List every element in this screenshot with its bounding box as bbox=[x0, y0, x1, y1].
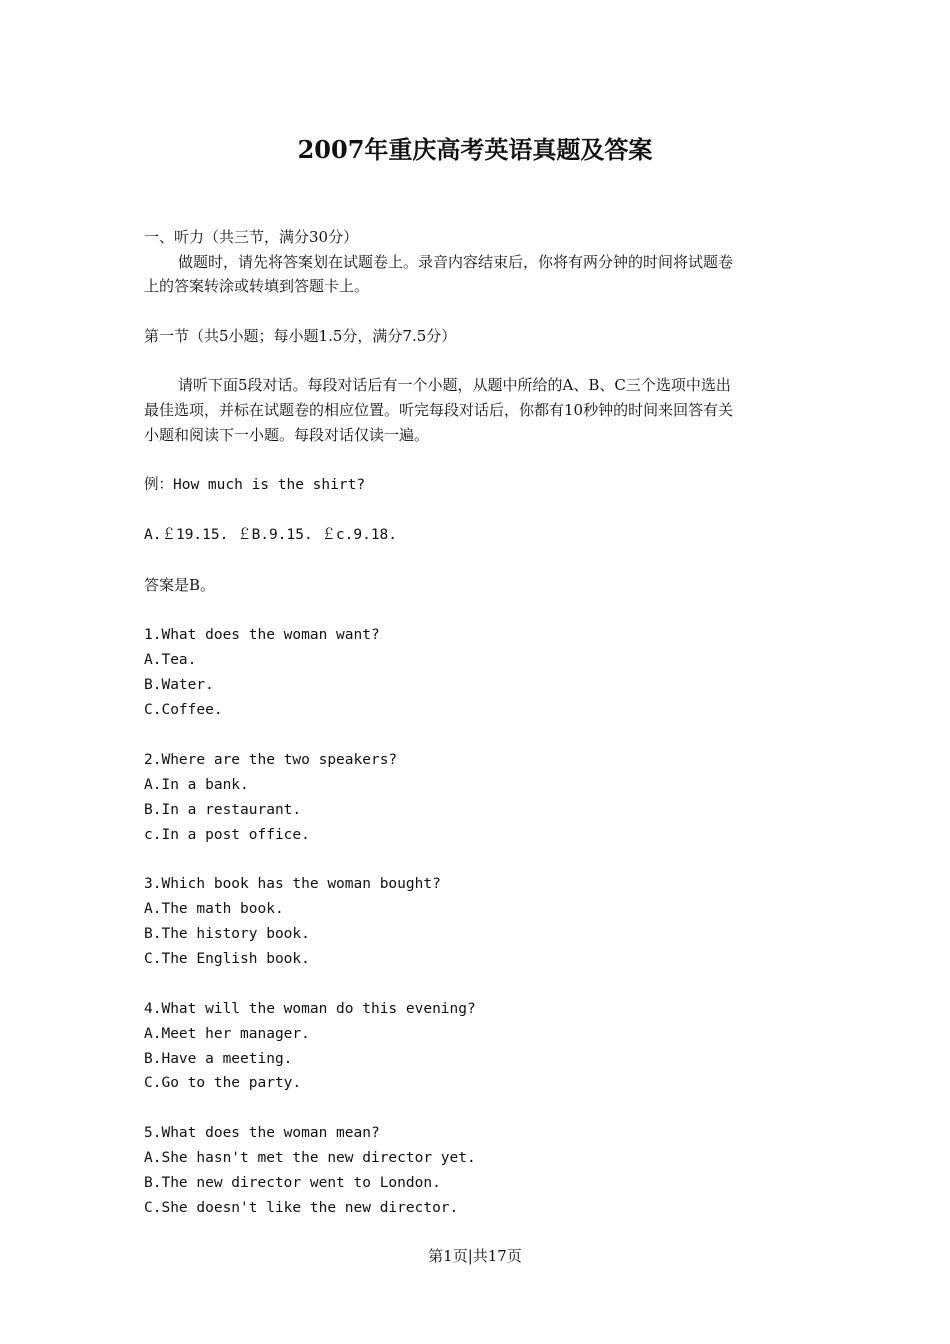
example-answer: 答案是B。 bbox=[144, 576, 216, 594]
option-b: B.The history book. bbox=[144, 926, 310, 942]
option-b: B.The new director went to London. bbox=[144, 1175, 441, 1191]
option-a: A.Meet her manager. bbox=[144, 1026, 310, 1042]
example-options: A.￡19.15. ￡B.9.15. ￡c.9.18. bbox=[144, 527, 398, 543]
option-c: C.Coffee. bbox=[144, 702, 223, 718]
directions-line: 最佳选项，并标在试题卷的相应位置。听完每段对话后，你都有10秒钟的时间来回答有关 bbox=[144, 401, 734, 419]
option-a: A.Tea. bbox=[144, 652, 197, 668]
option-b: B.Water. bbox=[144, 677, 214, 693]
question-text: 3.Which book has the woman bought? bbox=[144, 876, 441, 892]
instructions-line: 做题时，请先将答案划在试题卷上。录音内容结束后，你将有两分钟的时间将试题卷 bbox=[178, 253, 734, 271]
part-heading: 第一节（共5小题；每小题1.5分，满分7.5分） bbox=[144, 327, 457, 345]
question-text: 1.What does the woman want? bbox=[144, 627, 380, 643]
directions-line: 小题和阅读下一小题。每段对话仅读一遍。 bbox=[144, 426, 430, 444]
option-c: C.Go to the party. bbox=[144, 1075, 302, 1091]
option-a: A.She hasn't met the new director yet. bbox=[144, 1150, 476, 1166]
example-question: 例：How much is the shirt? bbox=[144, 477, 366, 493]
question-text: 5.What does the woman mean? bbox=[144, 1125, 380, 1141]
option-c: C.The English book. bbox=[144, 951, 310, 967]
section-heading: 一、听力（共三节，满分30分） bbox=[144, 228, 359, 246]
option-a: A.In a bank. bbox=[144, 777, 249, 793]
question-text: 4.What will the woman do this evening? bbox=[144, 1001, 476, 1017]
directions-line: 请听下面5段对话。每段对话后有一个小题，从题中所给的A、B、C三个选项中选出 bbox=[178, 376, 731, 394]
option-c: c.In a post office. bbox=[144, 827, 310, 843]
option-c: C.She doesn't like the new director. bbox=[144, 1200, 459, 1216]
option-a: A.The math book. bbox=[144, 901, 284, 917]
page-title: 2007年重庆高考英语真题及答案 bbox=[297, 135, 653, 164]
question-text: 2.Where are the two speakers? bbox=[144, 752, 398, 768]
option-b: B.Have a meeting. bbox=[144, 1051, 293, 1067]
option-b: B.In a restaurant. bbox=[144, 802, 302, 818]
page-footer: 第1页|共17页 bbox=[428, 1247, 522, 1265]
instructions-line: 上的答案转涂或转填到答题卡上。 bbox=[144, 277, 370, 295]
